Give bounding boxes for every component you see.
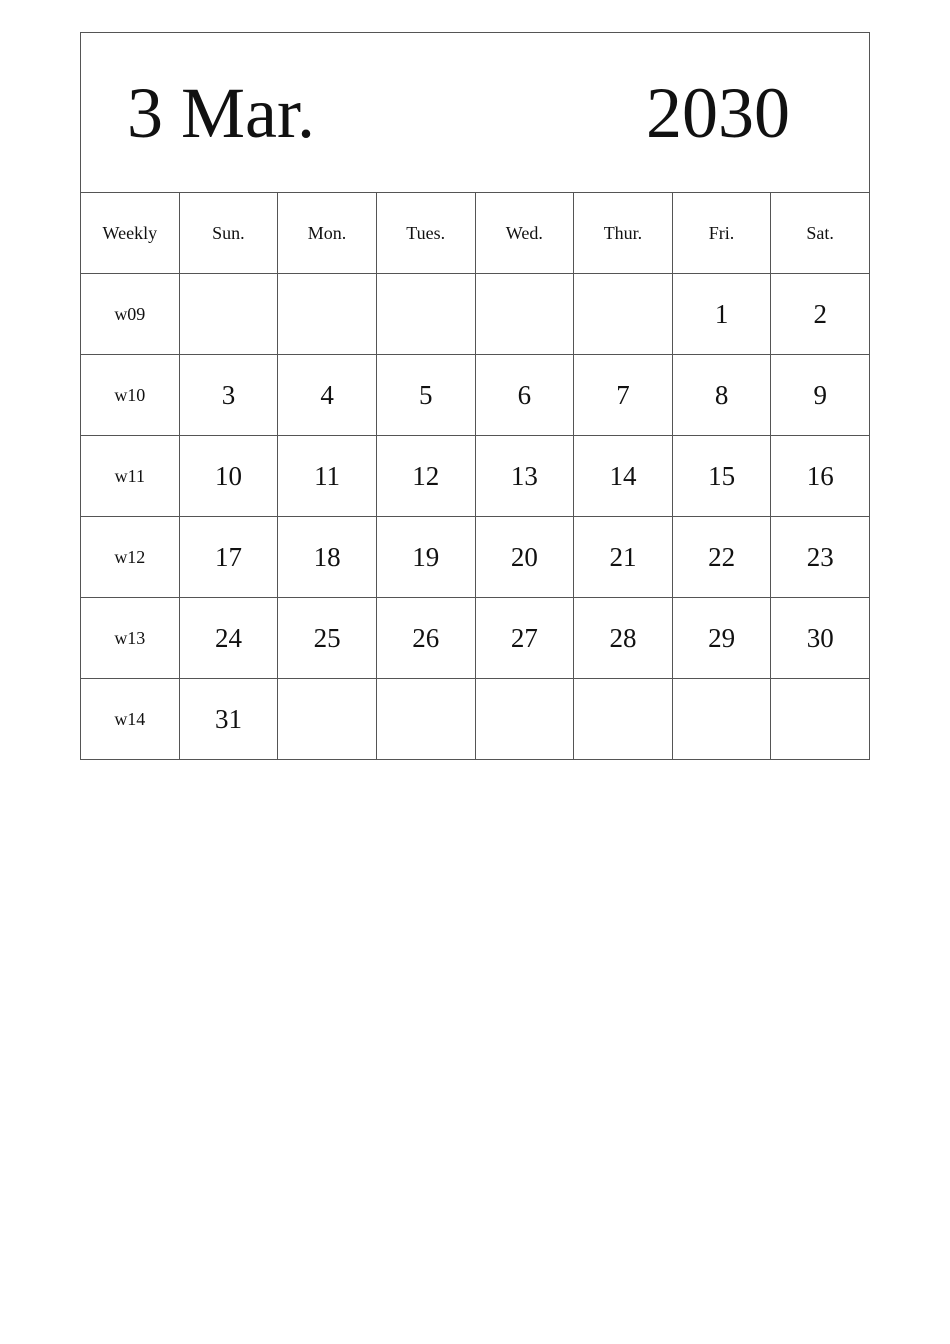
day-cell: [475, 274, 574, 355]
week-label: w12: [81, 517, 180, 598]
week-label: w14: [81, 679, 180, 760]
day-cell: 13: [475, 436, 574, 517]
day-cell: 3: [179, 355, 278, 436]
header-day-fri: Fri.: [672, 193, 771, 274]
day-cell: 11: [278, 436, 377, 517]
day-cell: [376, 274, 475, 355]
day-cell: [376, 679, 475, 760]
header-day-wed: Wed.: [475, 193, 574, 274]
day-cell: 2: [771, 274, 870, 355]
day-cell: 29: [672, 598, 771, 679]
day-cell: 7: [574, 355, 673, 436]
day-cell: 10: [179, 436, 278, 517]
day-cell: 20: [475, 517, 574, 598]
day-cell: 9: [771, 355, 870, 436]
day-cell: [771, 679, 870, 760]
header-day-tue: Tues.: [376, 193, 475, 274]
day-cell: [278, 274, 377, 355]
day-cell: 28: [574, 598, 673, 679]
day-cell: 6: [475, 355, 574, 436]
weekday-header-row: [81, 193, 870, 274]
day-cell: [278, 679, 377, 760]
day-cell: [574, 274, 673, 355]
week-row: [81, 274, 870, 355]
day-cell: [574, 679, 673, 760]
day-cell: 24: [179, 598, 278, 679]
header-day-mon: Mon.: [278, 193, 377, 274]
day-cell: 1: [672, 274, 771, 355]
day-cell: 26: [376, 598, 475, 679]
day-cell: 25: [278, 598, 377, 679]
header-day-thu: Thur.: [574, 193, 673, 274]
day-cell: 5: [376, 355, 475, 436]
day-cell: 14: [574, 436, 673, 517]
header-day-sat: Sat.: [771, 193, 870, 274]
day-cell: 4: [278, 355, 377, 436]
day-cell: [179, 274, 278, 355]
week-row: [81, 679, 870, 760]
day-cell: 17: [179, 517, 278, 598]
week-row: [81, 355, 870, 436]
day-cell: 18: [278, 517, 377, 598]
day-cell: [475, 679, 574, 760]
week-label: w13: [81, 598, 180, 679]
day-cell: 23: [771, 517, 870, 598]
header-weekly: Weekly: [81, 193, 180, 274]
week-label: w11: [81, 436, 180, 517]
day-cell: [672, 679, 771, 760]
day-cell: 8: [672, 355, 771, 436]
day-cell: 31: [179, 679, 278, 760]
calendar-table: [80, 32, 870, 760]
day-cell: 22: [672, 517, 771, 598]
day-cell: 16: [771, 436, 870, 517]
title-row: [81, 33, 870, 193]
title-cell: [81, 33, 870, 193]
day-cell: 15: [672, 436, 771, 517]
title-year: 2030: [646, 73, 790, 153]
day-cell: 12: [376, 436, 475, 517]
day-cell: 27: [475, 598, 574, 679]
title-month: 3 Mar.: [127, 73, 315, 153]
week-row: [81, 598, 870, 679]
day-cell: 30: [771, 598, 870, 679]
week-row: [81, 517, 870, 598]
week-label: w09: [81, 274, 180, 355]
week-label: w10: [81, 355, 180, 436]
day-cell: 19: [376, 517, 475, 598]
day-cell: 21: [574, 517, 673, 598]
week-row: [81, 436, 870, 517]
header-day-sun: Sun.: [179, 193, 278, 274]
